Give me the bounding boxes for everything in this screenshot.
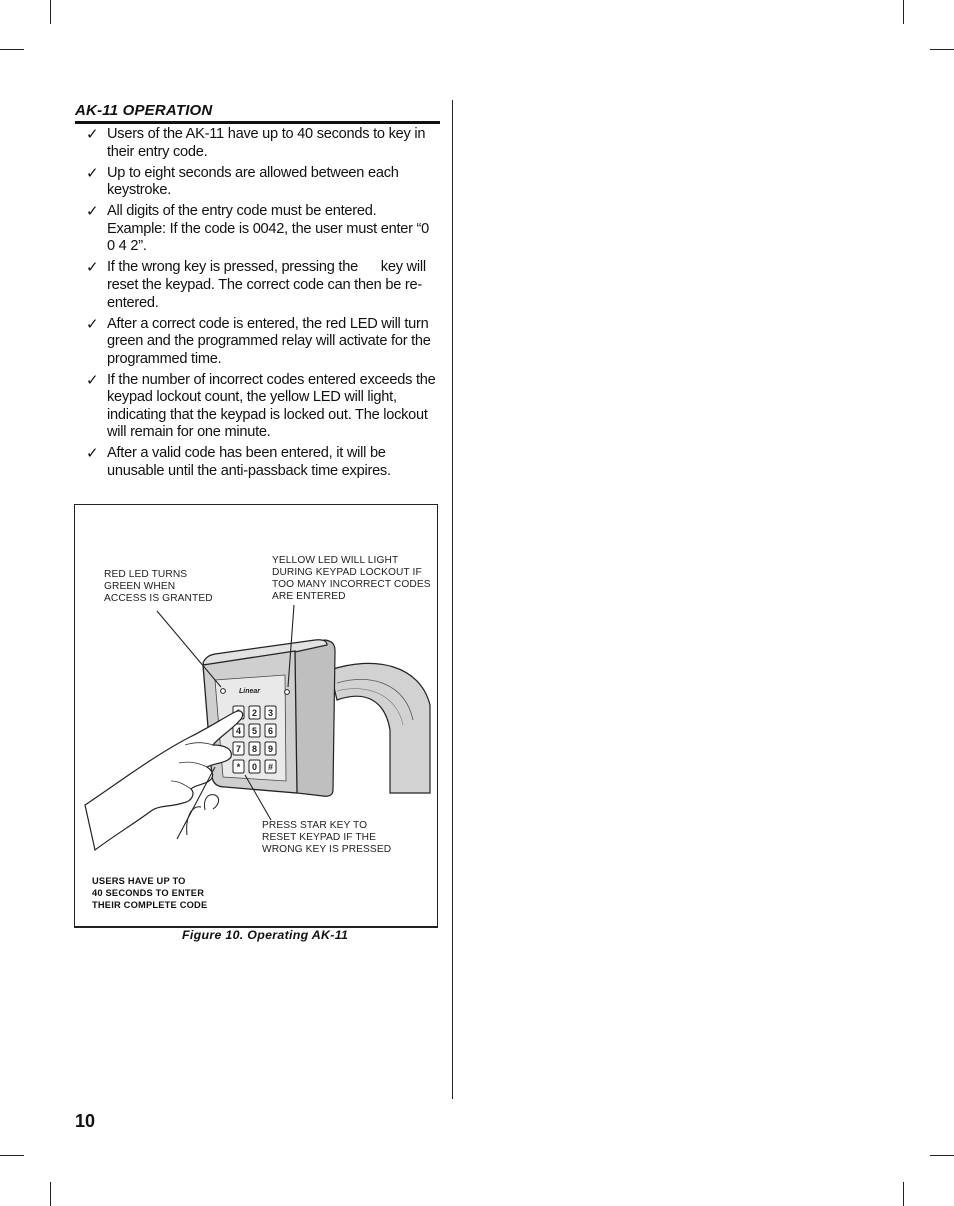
- list-item: ✓ If the number of incorrect codes entered exceeds the keypad lockout count, the yellow LED will light, indicating that the keypad is locked out. The lockout will remain for one minute.: [86, 370, 436, 441]
- column-divider: [452, 100, 453, 1099]
- leader-line: [157, 611, 221, 687]
- callout-red-led: RED LED TURNS GREEN WHEN ACCESS IS GRANTED: [104, 569, 213, 604]
- yellow-led-icon: [285, 690, 290, 695]
- keypad-key-label: 9: [267, 744, 274, 754]
- list-item: ✓ Users of the AK-11 have up to 40 seconds to key in their entry code.: [86, 125, 426, 160]
- conduit-pipe: [330, 663, 430, 793]
- keypad-key-label: *: [236, 762, 241, 772]
- keypad-key: [249, 742, 260, 755]
- keypad-key-label: 5: [251, 726, 258, 736]
- keypad-key-label: 6: [267, 726, 274, 736]
- red-led-icon: [221, 689, 226, 694]
- crop-mark: [903, 1182, 904, 1206]
- list-item: ✓ All digits of the entry code must be entered. Example: If the code is 0042, the user must enter “0 0 4 2”.: [86, 202, 430, 255]
- crop-mark: [50, 0, 51, 24]
- crop-mark: [930, 1155, 954, 1156]
- keypad-key: [265, 760, 276, 773]
- keypad-key: [233, 760, 244, 773]
- keypad-key-label: 7: [235, 744, 242, 754]
- list-item: ✓ After a correct code is entered, the red LED will turn green and the programmed relay will activate for the programmed time.: [86, 314, 431, 367]
- keypad-key: [265, 742, 276, 755]
- list-item: ✓ Up to eight seconds are allowed between each keystroke.: [86, 163, 399, 199]
- crop-mark: [0, 49, 24, 50]
- page-number: 10: [75, 1111, 96, 1131]
- crop-mark: [903, 0, 904, 24]
- list-item: ✓ After a valid code has been entered, it will be unusable until the anti-passback time expires.: [86, 444, 391, 480]
- callout-star-key: PRESS STAR KEY TO RESET KEYPAD IF THE WRONG KEY IS PRESSED: [262, 820, 392, 855]
- crop-mark: [930, 49, 954, 50]
- figure-caption: Figure 10. Operating AK-11: [182, 928, 349, 942]
- keypad-key: [249, 724, 260, 737]
- check-icon: ✓: [86, 444, 99, 463]
- crop-mark: [0, 1155, 24, 1156]
- check-icon: ✓: [86, 258, 99, 277]
- brand-logo: Linear: [239, 688, 261, 695]
- section-title: AK-11 OPERATION: [75, 102, 440, 124]
- keypad-key: [265, 706, 276, 719]
- check-icon: ✓: [86, 314, 99, 333]
- keypad-key: [233, 742, 244, 755]
- keypad-key: [265, 724, 276, 737]
- keypad-key: [249, 706, 260, 719]
- keypad-key-label: #: [267, 762, 274, 772]
- keypad-key: [249, 760, 260, 773]
- check-icon: ✓: [86, 202, 99, 221]
- keypad-key-label: 3: [267, 708, 274, 718]
- check-icon: ✓: [86, 125, 99, 143]
- keypad-key-label: 0: [251, 762, 258, 772]
- list-item: ✓ If the wrong key is pressed, pressing the key will reset the keypad. The correct code can then be re-entered.: [86, 258, 430, 311]
- operation-list: [86, 126, 436, 484]
- callout-entry-time: USERS HAVE UP TO 40 SECONDS TO ENTER THEIR COMPLETE CODE: [92, 876, 208, 910]
- keypad-key-label: 8: [251, 744, 258, 754]
- keypad-key-label: 2: [251, 708, 258, 718]
- check-icon: ✓: [86, 163, 99, 182]
- keypad-key-label: 4: [235, 726, 242, 736]
- crop-mark: [50, 1182, 51, 1206]
- callout-yellow-led: YELLOW LED WILL LIGHT DURING KEYPAD LOCKOUT IF TOO MANY INCORRECT CODES ARE ENTERED: [272, 555, 431, 602]
- check-icon: ✓: [86, 370, 99, 389]
